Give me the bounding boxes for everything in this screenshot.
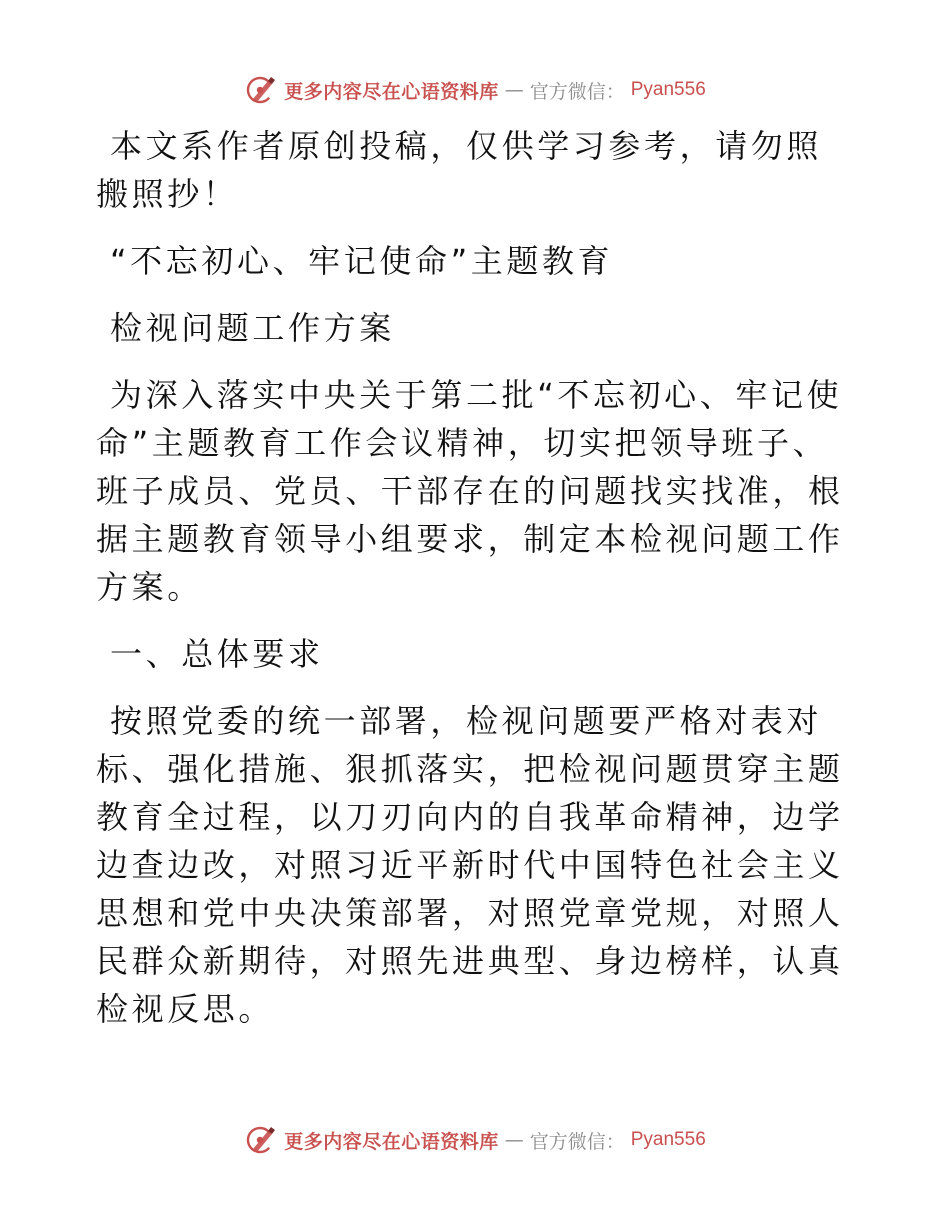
pen-logo-icon (244, 1123, 278, 1157)
header-watermark-banner (0, 70, 950, 110)
intro-paragraph: 为深入落实中央关于第二批“不忘初心、牢记使命”主题教育工作会议精神，切实把领导班子、班子成员、党员、干部存在的问题找实找准，根据主题教育领导小组要求，制定本检视问题工作方案。 (96, 376, 844, 606)
requirements-paragraph: 按照党委的统一部署，检视问题要严格对表对标、强化措施、狠抓落实，把检视问题贯穿主题教育全过程，以刀刃向内的自我革命精神，边学边查边改，对照习近平新时代中国特色社会主义思想和党中央决策部署，对照党章党规，对照人民群众新期待，对照先进典型、身边榜样，认真检视反思。 (96, 702, 844, 1028)
watermark-wechat-id: Pyan556 (630, 79, 706, 100)
document-body (96, 122, 856, 1052)
watermark-separator: — (504, 1129, 524, 1151)
watermark-main-text: 更多内容尽在心语资料库 (284, 1130, 499, 1153)
footer-watermark-banner (0, 1120, 950, 1160)
disclaimer-paragraph: 本文系作者原创投稿，仅供学习参考，请勿照搬照抄！ (96, 127, 823, 213)
document-title-line-2: 检视问题工作方案 (110, 309, 395, 347)
watermark-wechat-id: Pyan556 (630, 1129, 706, 1150)
document-title-line-1: “不忘初心、牢记使命”主题教育 (110, 242, 614, 280)
watermark-main-text: 更多内容尽在心语资料库 (284, 80, 499, 103)
pen-logo-icon (244, 73, 278, 107)
watermark-wechat-label: 官方微信： (529, 1130, 625, 1153)
watermark-wechat-label: 官方微信： (529, 80, 625, 103)
watermark-separator: — (504, 79, 524, 101)
section-heading-1: 一、总体要求 (110, 635, 324, 673)
